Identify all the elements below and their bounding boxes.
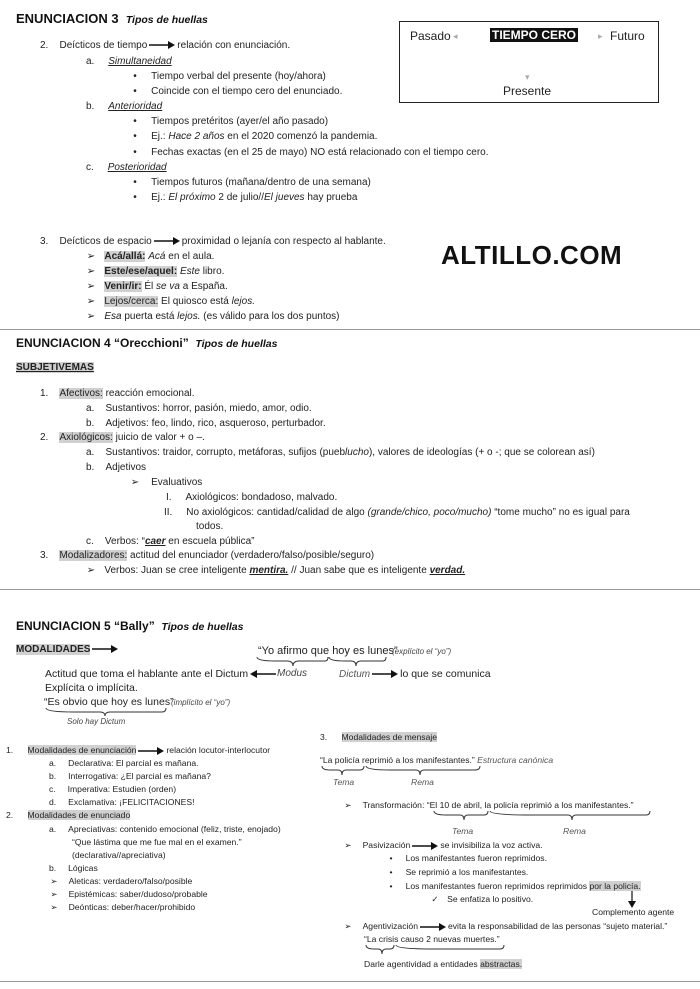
s3-b-bullet2: • Ej.: Hace 2 años en el 2020 comenzó la pandemia. <box>133 131 378 142</box>
s3-b-label: b. Anterioridad <box>86 101 163 112</box>
watermark: ALTILLO.COM <box>441 240 623 270</box>
s5-agent-quote: “La crisis causo 2 nuevas muertes.” <box>364 934 500 944</box>
s5-agent-last: Darle agentividad a entidades abstractas. <box>364 959 523 969</box>
quote-implicit-note: (implícito el “yo”) <box>171 698 231 707</box>
actitud-line2: Explícita o implícita. <box>45 682 138 694</box>
s3-c-bullet1: • Tiempos futuros (mañana/dentro de una semana) <box>133 177 371 188</box>
arrow-right-icon <box>92 644 118 654</box>
s5-e1d: d. Exclamativa: ¡FELICITACIONES! <box>49 797 195 807</box>
s5-e1: 1. Modalidades de enunciación relación locutor-interlocutor <box>6 745 271 755</box>
s5-e1b: b. Interrogativa: ¿El parcial es mañana? <box>49 771 211 781</box>
s5-e2b1: ➢ Aleticas: verdadero/falso/posible <box>50 876 193 886</box>
arrow-right-icon <box>149 40 175 50</box>
tema-label-2: Tema <box>452 826 474 836</box>
s5-p3: • Los manifestantes fueron reprimidos reprimidos por la policía. <box>389 881 641 891</box>
s4-item1a: a. Sustantivos: horror, pasión, miedo, amor, odio. <box>86 403 312 414</box>
dictum-brace <box>44 707 169 717</box>
s3-c-bullet2: • Ej.: El próximo 2 de julio//El jueves hay prueba <box>133 192 358 203</box>
s5-e2b3: ➢ Deónticas: deber/hacer/prohibido <box>50 902 196 912</box>
s3-space1: ➢ Acá/allá: Acá en el aula. <box>86 251 215 262</box>
s3-a-label: a. Simultaneidad <box>86 56 172 67</box>
s3-a-bullet2: • Coincide con el tiempo cero del enunciado. <box>133 86 343 97</box>
s5-e2a-l3: (declarativa//apreciativa) <box>72 850 166 860</box>
time-zero-diagram <box>399 21 659 103</box>
s5-e2: 2. Modalidades de enunciado <box>6 810 131 820</box>
s3-space4: ➢ Lejos/cerca: El quiosco está lejos. <box>86 296 255 307</box>
section5-title: ENUNCIACION 5 “Bally” Tipos de huellas <box>16 619 244 633</box>
s5-e1c: c. Imperativa: Estudien (orden) <box>49 784 177 794</box>
s5-transf: ➢ Transformación: “El 10 de abril, la policía reprimió a los manifestantes.” <box>344 800 634 810</box>
arrow-left-icon: ◂ <box>453 31 458 41</box>
s4-evaluativos: ➢ Evaluativos <box>130 477 203 488</box>
s4-roman2-cont: todos. <box>196 521 224 532</box>
s3-c-label: c. Posterioridad <box>86 162 167 173</box>
s4-item2b: b. Adjetivos <box>86 462 147 473</box>
subjetivemas-heading: SUBJETIVEMAS <box>16 362 94 373</box>
s4-item3-sub: ➢ Verbos: Juan se cree inteligente mentira. // Juan sabe que es inteligente verdad. <box>86 565 466 576</box>
s5-m3: 3. Modalidades de mensaje <box>320 732 438 742</box>
s3-a-bullet1: • Tiempo verbal del presente (hoy/ahora) <box>133 71 326 82</box>
quote-implicit: “Es obvio que hoy es lunes” <box>44 696 174 708</box>
present-label: Presente <box>503 84 552 98</box>
s5-m3-quote: “La policía reprimió a los manifestantes.” Estructura canónica <box>320 755 554 765</box>
s4-item2: 2. Axiológicos: juicio de valor + o –. <box>40 432 205 443</box>
section4-title: ENUNCIACION 4 “Orecchioni” Tipos de huellas <box>16 336 278 350</box>
s5-e2b: b. Lógicas <box>49 863 98 873</box>
s3-b-bullet3: • Fechas exactas (en el 25 de mayo) NO está relacionado con el tiempo cero. <box>133 147 489 158</box>
tema-rema-brace <box>320 765 485 776</box>
s5-e2a-l2: “Que lástima que me fue mal en el examen.” <box>72 837 242 847</box>
arrow-left-icon <box>250 669 276 679</box>
arrow-right-icon <box>138 746 164 756</box>
actitud-line: Actitud que toma el hablante ante el Dictum <box>45 668 278 680</box>
s3-space3: ➢ Venir/ir: Él se va a España. <box>86 281 228 292</box>
check-icon: ✓ <box>431 894 439 904</box>
s4-item1: 1. Afectivos: reacción emocional. <box>40 388 195 399</box>
modalidades-heading: MODALIDADES <box>16 644 120 655</box>
s4-item2a: a. Sustantivos: traidor, corrupto, metáforas, sufijos (pueblucho), valores de ideologías (+ o -; que se colorean así) <box>86 447 595 458</box>
s3-item2: 2. Deícticos de tiempo relación con enunciación. <box>40 40 291 51</box>
agent-brace <box>364 944 514 956</box>
solo-dictum: Solo hay Dictum <box>67 717 126 726</box>
arrow-right-icon <box>154 236 180 246</box>
section3-title: ENUNCIACION 3 Tipos de huellas <box>16 11 208 26</box>
s3-b-bullet1: • Tiempos pretéritos (ayer/el año pasado) <box>133 116 329 127</box>
s3-space2: ➢ Este/ese/aquel: Este libro. <box>86 266 225 277</box>
transf-brace <box>432 810 662 821</box>
quote-explicit-note: (explícito el “yo”) <box>392 647 452 656</box>
s4-item1b: b. Adjetivos: feo, lindo, rico, asqueroso, perturbador. <box>86 418 326 429</box>
s4-item3: 3. Modalizadores: actitud del enunciador (verdadero/falso/posible/seguro) <box>40 550 375 561</box>
modus-label: Modus <box>277 668 308 679</box>
dictum-line: Dictum lo que se comunica <box>339 668 491 680</box>
s4-roman2: II. No axiológicos: cantidad/calidad de algo (grande/chico, poco/mucho) “tome mucho” no es igual para <box>164 507 630 518</box>
modus-dictum-brace <box>255 656 390 668</box>
s5-p2: • Se reprimió a los manifestantes. <box>389 867 529 877</box>
arrow-right-icon <box>420 922 446 932</box>
arrow-right-icon <box>412 841 438 851</box>
s5-e1a: a. Declarativa: El parcial es mañana. <box>49 758 199 768</box>
past-label: Pasado <box>410 29 451 43</box>
s3-space5: ➢ Esa puerta está lejos. (es válido para los dos puntos) <box>86 311 340 322</box>
s3-item3: 3. Deícticos de espacio proximidad o lejanía con respecto al hablante. <box>40 236 386 247</box>
arrow-down-icon: ▾ <box>525 72 530 82</box>
s5-agent: ➢ Agentivización evita la responsabilidad de las personas “sujeto material.” <box>344 921 668 931</box>
s4-item2c: c. Verbos: “caer en escuela pública” <box>86 536 255 547</box>
divider <box>0 589 700 590</box>
divider <box>0 329 700 330</box>
s4-roman1: I. Axiológicos: bondadoso, malvado. <box>166 492 338 503</box>
s5-p1: • Los manifestantes fueron reprimidos. <box>389 853 547 863</box>
divider <box>0 981 700 982</box>
quote-explicit: “Yo afirmo que hoy es lunes” <box>258 645 398 657</box>
future-label: Futuro <box>610 29 645 43</box>
rema-label-2: Rema <box>563 826 586 836</box>
s5-p4: ✓ Se enfatiza lo positivo. <box>431 894 534 904</box>
arrow-right-icon <box>372 669 398 679</box>
tema-label: Tema <box>333 777 355 787</box>
rema-label: Rema <box>411 777 434 787</box>
complemento-agente: Complemento agente <box>592 907 675 917</box>
arrow-right-icon: ▸ <box>598 31 603 41</box>
s5-e2b2: ➢ Epistémicas: saber/dudoso/probable <box>50 889 208 899</box>
time-zero-label: TIEMPO CERO <box>492 28 577 42</box>
s5-e2a: a. Apreciativas: contenido emocional (feliz, triste, enojado) <box>49 824 281 834</box>
s5-pasiv: ➢ Pasivización se invisibiliza la voz activa. <box>344 840 543 850</box>
